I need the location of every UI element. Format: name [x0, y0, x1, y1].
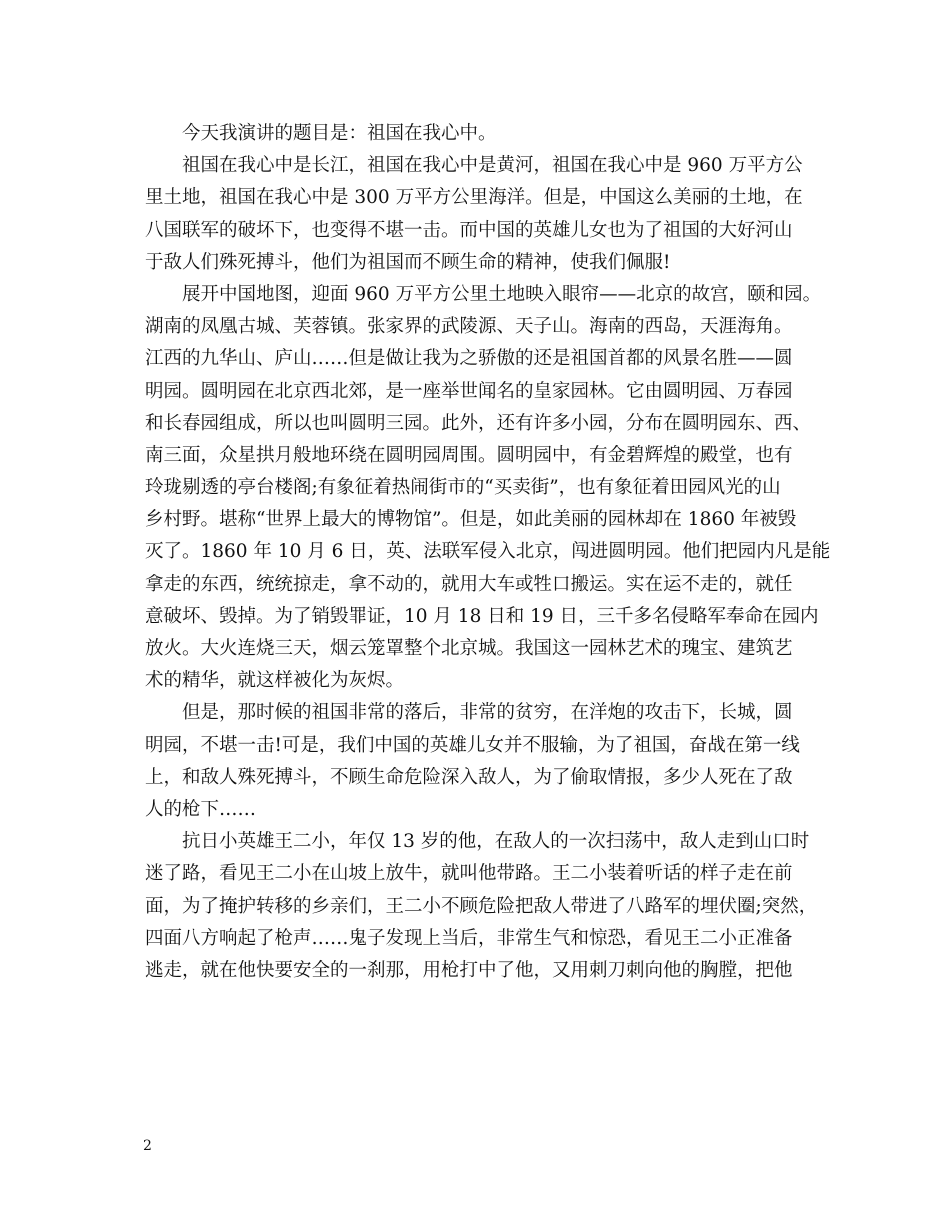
text-line: 逃走，就在他快要安全的一刹那，用枪打中了他，又用刺刀刺向他的胸膛，把他 [145, 959, 793, 981]
text-line: 祖国在我心中是长江，祖国在我心中是黄河，祖国在我心中是 960 万平方公 [182, 155, 803, 177]
body-text [145, 118, 831, 987]
text-line: 灭了。1860 年 10 月 6 日，英、法联军侵入北京，闯进圆明园。他们把园内凡是能 [145, 541, 831, 563]
text-line: 迷了路，看见王二小在山坡上放牛，就叫他带路。王二小装着听话的样子走在前 [145, 863, 793, 885]
text-line: 面，为了掩护转移的乡亲们，王二小不顾危险把敌人带进了八路军的埋伏圈;突然， [145, 895, 818, 917]
text-line: 人的枪下…… [145, 798, 257, 820]
text-line: 八国联军的破坏下，也变得不堪一击。而中国的英雄儿女也为了祖国的大好河山 [145, 219, 793, 241]
text-line: 上，和敌人殊死搏斗，不顾生命危险深入敌人，为了偷取情报，多少人死在了敌 [145, 766, 793, 788]
text-line: 于敌人们殊死搏斗，他们为祖国而不顾生命的精神，使我们佩服! [145, 251, 671, 273]
paragraph-wang-erxiao [145, 826, 825, 987]
text-line: 湖南的凤凰古城、芙蓉镇。张家界的武陵源、天子山。海南的西岛，天涯海角。 [145, 316, 793, 338]
text-line: 四面八方响起了枪声……鬼子发现上当后，非常生气和惊恐，看见王二小正准备 [145, 927, 793, 949]
text-line: 拿走的东西，统统掠走，拿不动的，就用大车或牲口搬运。实在运不走的，就任 [145, 573, 793, 595]
paragraph-speech-title [145, 118, 825, 150]
text-line: 玲珑剔透的亭台楼阁;有象征着热闹街市的“买卖街”，也有象征着田园风光的山 [145, 477, 781, 499]
paragraph-heroes-fight [145, 697, 825, 826]
text-line: 抗日小英雄王二小，年仅 13 岁的他，在敌人的一次扫荡中，敌人走到山口时 [182, 831, 810, 853]
paragraph-motherland-in-heart [145, 150, 825, 279]
text-line: 术的精华，就这样被化为灰烬。 [145, 670, 405, 692]
text-line: 明园，不堪一击!可是，我们中国的英雄儿女并不服输，为了祖国，奋战在第一线 [145, 734, 800, 756]
text-line: 南三面，众星拱月般地环绕在圆明园周围。圆明园中，有金碧辉煌的殿堂，也有 [145, 444, 793, 466]
text-line: 意破坏、毁掉。为了销毁罪证，10 月 18 日和 19 日，三千多名侵略军奉命在园内 [145, 605, 819, 627]
text-line: 但是，那时候的祖国非常的落后，非常的贫穷，在洋炮的攻击下，长城，圆 [182, 702, 793, 724]
text-line: 今天我演讲的题目是：祖国在我心中。 [182, 123, 497, 144]
page-number: 2 [143, 1138, 152, 1154]
text-line: 江西的九华山、庐山……但是做让我为之骄傲的还是祖国首都的风景名胜——圆 [145, 348, 793, 370]
text-line: 放火。大火连烧三天，烟云笼罩整个北京城。我国这一园林艺术的瑰宝、建筑艺 [145, 638, 793, 659]
paragraph-yuanmingyuan [145, 279, 831, 697]
text-line: 明园。圆明园在北京西北郊，是一座举世闻名的皇家园林。它由圆明园、万春园 [145, 380, 793, 402]
text-line: 和长春园组成，所以也叫圆明三园。此外，还有许多小园，分布在圆明园东、西、 [145, 412, 812, 434]
text-line: 乡村野。堪称“世界上最大的博物馆”。但是，如此美丽的园林却在 1860 年被毁 [145, 509, 797, 531]
text-line: 展开中国地图，迎面 960 万平方公里土地映入眼帘——北京的故宫，颐和园。 [182, 283, 822, 305]
text-line: 里土地，祖国在我心中是 300 万平方公里海洋。但是，中国这么美丽的土地，在 [145, 187, 803, 209]
